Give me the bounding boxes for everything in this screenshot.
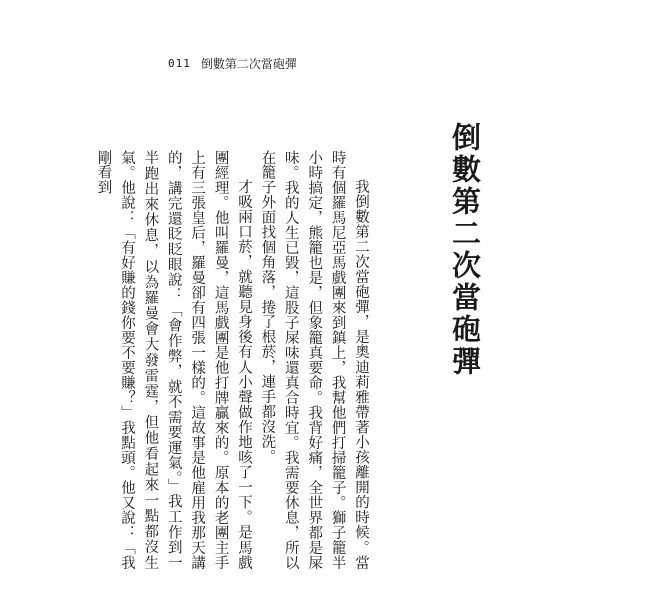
- chapter-title: 倒數第二次當砲彈: [448, 122, 482, 378]
- page-number: 011: [168, 56, 191, 70]
- running-title: 倒數第二次當砲彈: [200, 56, 297, 71]
- paragraph: 才吸兩口菸，就聽見身後有人小聲做作地咳了一下。是馬戲團經理。他叫羅曼，這馬戲團是他打牌贏來的。原本的老團主手上有三張皇后，羅曼卻有四張一樣的。這故事是他雇用我那天講的，講完還眨眨眼說：「會作弊，就不需要運氣。」我工作到一半跑出來休息，以為羅曼會大發雷霆，但他看起來一點都沒生氣。他說：「有好賺的錢你要不要賺？」我點頭。他又說：「我剛看到: [95, 150, 252, 570]
- page-header: [168, 55, 297, 71]
- paragraph: 我倒數第二次當砲彈，是奧迪莉雅帶著小孩離開的時候。當時有個羅馬尼亞馬戲團來到鎮上，我幫他們打掃籠子。獅子籠半小時搞定，熊籠也是，但象籠真要命。我背好痛，全世界都是屎味。我的人生已毀，這股子屎味還真合時宜。我需要休息，所以在籠子外面找個角落，捲了根菸，連手都沒洗。: [259, 150, 369, 570]
- body-text: [95, 150, 372, 570]
